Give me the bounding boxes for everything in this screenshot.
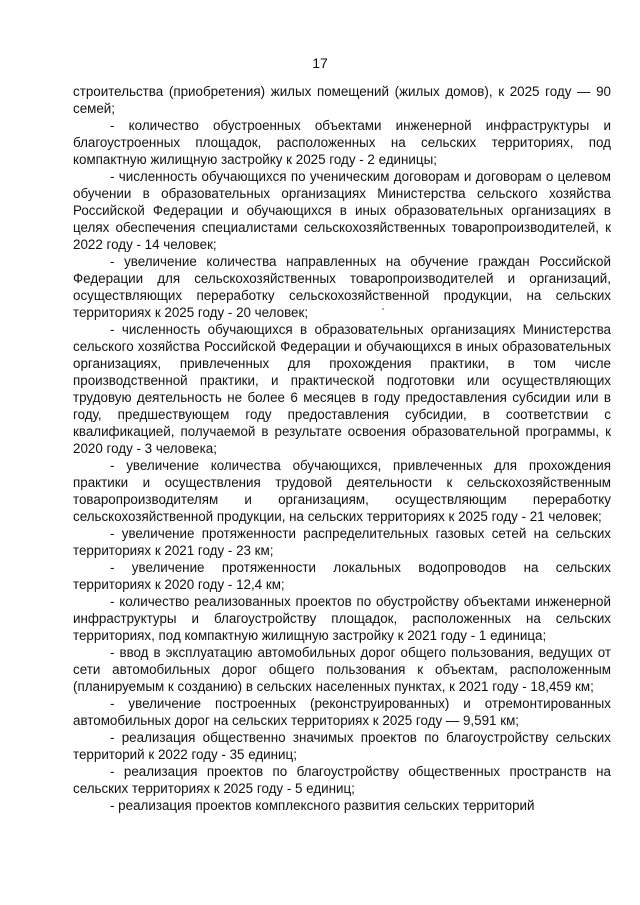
list-item: - реализация проектов по благоустройству общественных пространств на сельских территориях к 2025 году - 5 единиц; <box>73 764 611 796</box>
list-item: - реализация проектов комплексного развития сельских территорий <box>110 798 535 813</box>
list-item: - количество обустроенных объектами инженерной инфраструктуры и благоустроенных площадок, расположенных на сельских территориях, под компактную жилищную застройку к 2025 году - 2 единицы; <box>73 118 611 167</box>
list-item: - численность обучающихся в образовательных организациях Министерства сельского хозяйства Российской Федерации и обучающихся в иных образовательных организациях, привлеченных для прохождения практики, в том числе производственной практики, и практической подготовки или осуществляющих трудовую деятельность не более 6 месяцев в году предоставления субсидии или в году, предшествующем году предоставления субсидии, в соответствии с квалификацией, получаемой в результате освоения образовательной программы, к 2020 году - 3 человека; <box>73 322 611 456</box>
paragraph-continuation: строительства (приобретения) жилых помещений (жилых домов), к 2025 году — 90 семей; <box>73 84 611 116</box>
list-item: - ввод в эксплуатацию автомобильных дорог общего пользования, ведущих от сети автомобильных дорог общего пользования к объектам, расположенным (планируемым к созданию) в сельских населенных пунктах, к 2021 году - 18,459 км; <box>73 645 611 694</box>
list-item: - численность обучающихся по ученическим договорам и договорам о целевом обучении в образовательных организациях Министерства сельского хозяйства Российской Федерации и обучающихся в иных образовательных организациях в целях обеспечения специалистами сельскохозяйственных товаропроизводителей, к 2022 году - 14 человек; <box>73 169 611 252</box>
page-number: 17 <box>312 55 328 71</box>
document-body <box>73 83 611 814</box>
list-item: - увеличение протяженности распределительных газовых сетей на сельских территориях к 2021 году - 23 км; <box>73 526 611 558</box>
list-item: - увеличение протяженности локальных водопроводов на сельских территориях к 2020 году - 12,4 км; <box>73 560 611 592</box>
list-item: - реализация общественно значимых проектов по благоустройству сельских территорий к 2022 году - 35 единиц; <box>73 730 611 762</box>
list-item: - увеличение построенных (реконструированных) и отремонтированных автомобильных дорог на сельских территориях к 2025 году — 9,591 км; <box>73 696 611 728</box>
list-item: - увеличение количества направленных на обучение граждан Российской Федерации для сельскохозяйственных товаропроизводителей и организаций, осуществляющих переработку сельскохозяйственной продукции, на сельских территориях к 2025 году - 20 человек; <box>73 254 611 320</box>
list-item: - количество реализованных проектов по обустройству объектами инженерной инфраструктуры и благоустройству площадок, расположенных на сельских территориях, под компактную жилищную застройку к 2021 году - 1 единица; <box>73 594 611 643</box>
list-item: - увеличение количества обучающихся, привлеченных для прохождения практики и осуществления трудовой деятельности к сельскохозяйственным товаропроизводителям и организациям, осуществляющим переработку сельскохозяйственной продукции, на сельских территориях к 2025 году - 21 человек; <box>73 458 611 524</box>
